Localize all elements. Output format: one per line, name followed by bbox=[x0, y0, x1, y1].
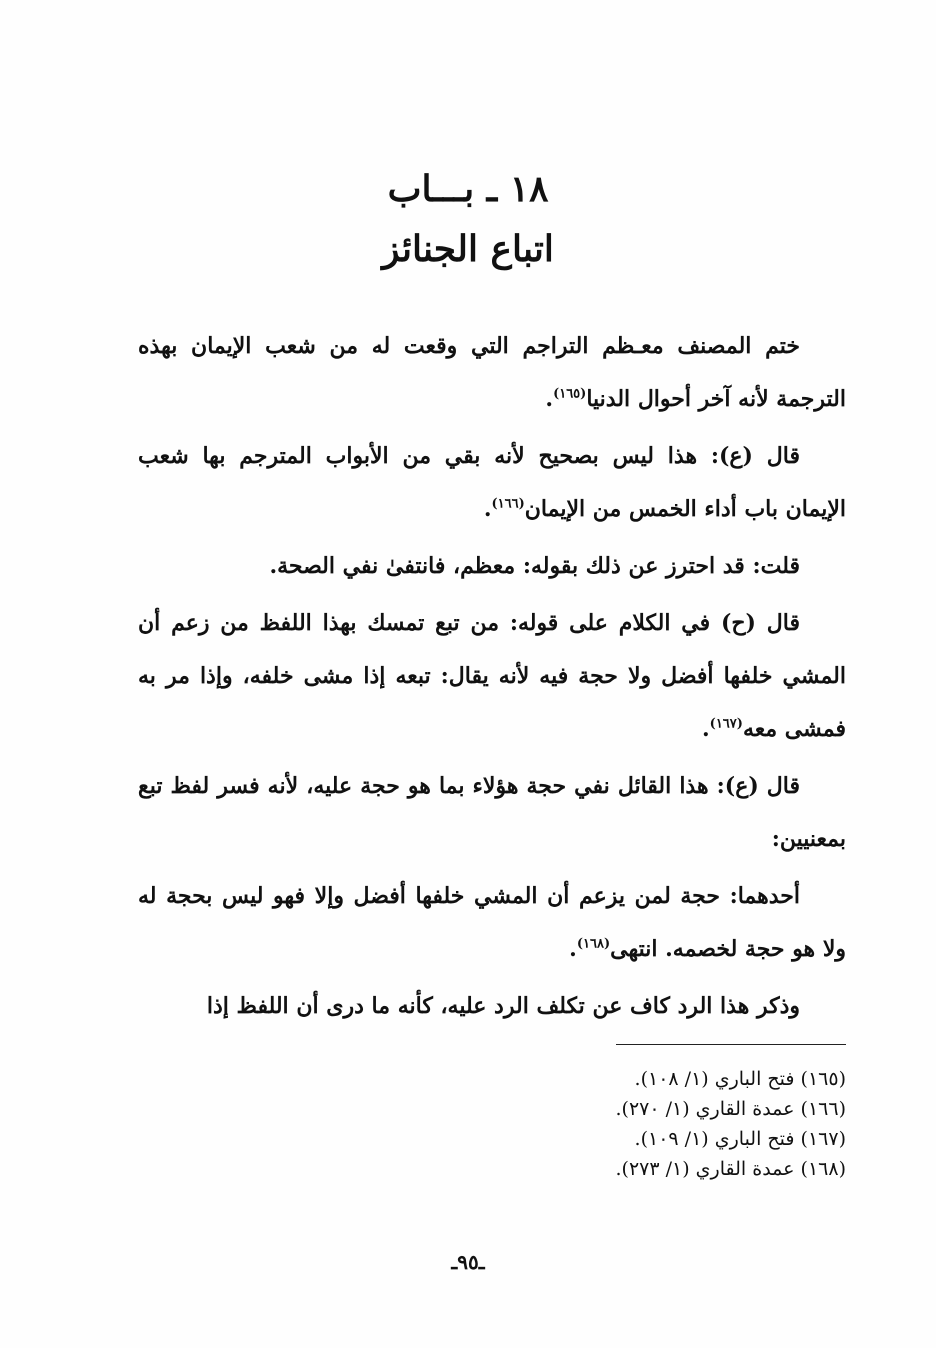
paragraph-end: . bbox=[483, 496, 492, 522]
paragraph-end: . bbox=[569, 936, 577, 962]
paragraph-end: . bbox=[702, 716, 710, 742]
footnote: (١٦٧) فتح الباري (١/ ١٠٩). bbox=[634, 1128, 846, 1150]
paragraph-text: قال (ع): هذا القائل نفي حجة هؤلاء بما هو حجة عليه، لأنه فسر لفظ تبع بمعنيين: bbox=[138, 773, 846, 852]
footnote-ref: (١٦٨) bbox=[576, 936, 611, 952]
footnote: (١٦٦) عمدة القاري (١/ ٢٧٠). bbox=[615, 1098, 846, 1120]
paragraph bbox=[138, 870, 846, 976]
paragraph bbox=[138, 320, 846, 426]
footnote-divider bbox=[616, 1044, 846, 1045]
paragraph-end: . bbox=[545, 386, 554, 412]
chapter-number: ١٨ ـ بـــاب bbox=[387, 168, 549, 210]
paragraph-text: قلت: قد احترز عن ذلك بقوله: معظم، فانتفىٰ نفي الصحة. bbox=[269, 553, 800, 579]
body-text bbox=[138, 320, 846, 1037]
paragraph bbox=[138, 540, 846, 593]
footnote: (١٦٨) عمدة القاري (١/ ٢٧٣). bbox=[615, 1158, 846, 1180]
footnotes bbox=[138, 1064, 846, 1184]
page-number: ـ٩٥ـ bbox=[451, 1250, 485, 1274]
paragraph bbox=[138, 980, 846, 1033]
footnote-ref: (١٦٧) bbox=[709, 716, 743, 732]
paragraph-text: قال (ح) في الكلام على قوله: من تبع تمسك بهذا اللفظ من زعم أن المشي خلفها أفضل ولا حجة فيه لأنه يقال: تبعه إذا مشى خلفه، وإذا مر به فمشى معه bbox=[138, 610, 846, 742]
footnote-ref: (١٦٦) bbox=[491, 496, 525, 512]
paragraph bbox=[138, 430, 846, 536]
paragraph bbox=[138, 597, 846, 756]
paragraph-text: أحدهما: حجة لمن يزعم أن المشي خلفها أفضل وإلا فهو ليس بحجة له ولا هو حجة لخصمه. انتهى bbox=[138, 883, 846, 962]
footnote-ref: (١٦٥) bbox=[553, 386, 587, 402]
paragraph-text: ختم المصنف معـظم التراجم التي وقعت له من شعب الإيمان بهذه الترجمة لأنه آخر أحوال الدنيا bbox=[138, 333, 846, 412]
chapter-title: اتباع الجنائز bbox=[382, 228, 554, 270]
paragraph-text: قال (ع): هذا ليس بصحيح لأنه بقي من الأبواب المترجم بها شعب الإيمان باب أداء الخمس من الإيمان bbox=[138, 443, 846, 522]
paragraph-text: وذكر هذا الرد كاف عن تكلف الرد عليه، كأنه ما درى أن اللفظ إذا bbox=[206, 993, 800, 1019]
paragraph bbox=[138, 760, 846, 866]
footnote: (١٦٥) فتح الباري (١/ ١٠٨). bbox=[634, 1068, 846, 1090]
